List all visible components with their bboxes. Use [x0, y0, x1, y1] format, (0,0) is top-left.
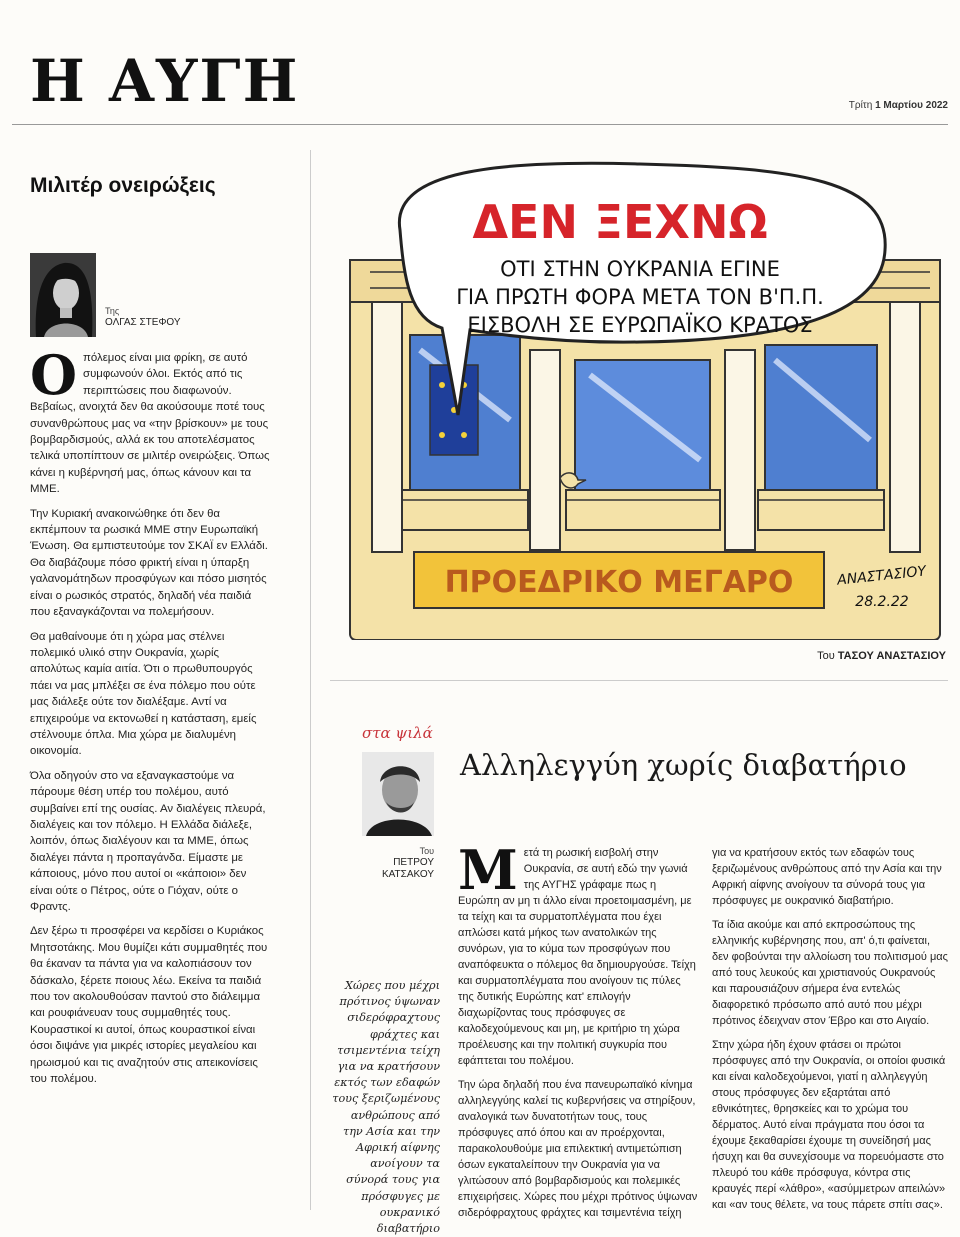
- section-rule: [330, 680, 948, 681]
- cartoon-credit: [817, 650, 946, 662]
- cartoon: [330, 160, 948, 640]
- article-column-2: [712, 845, 948, 1221]
- cartoon-signature: ΑΝΑΣΤΑΣΙΟΥ: [836, 563, 927, 589]
- byline-prefix: Της: [105, 306, 120, 316]
- dropcap: Μ: [458, 838, 518, 902]
- article-paragraph: Την Κυριακή ανακοινώθηκε ότι δεν θα εκπέμπουν τα ρωσικά ΜΜΕ στην Ευρωπαϊκή Ένωση. Θα εμπιστευτούμε τον ΣΚΑΪ εν Ελλάδι. Θα διαβάζουμε πόσο φρικτή είναι η ύπαρξη γαλανομάτηδων προσφύγων και πόσο μισητός είναι ο ρωσικός στρατός, δηλαδή νέα παιδιά που εξαναγκάζονται να πολεμήσουν.: [30, 507, 268, 619]
- pull-quote: Χώρες που μέχρι πρότινος ύψωναν σιδερόφραχτους φράχτες και τσιμεντένια τείχη για να κρατήσουν εκτός των εδαφών τους ξεριζωμένους ανθρώπους από την Ασία και την Αφρική αίφνης ανοίγουν τα σύνορά τους για πρόσφυγες με ουκρανικό διαβατήριο: [332, 979, 440, 1236]
- article-paragraph: για να κρατήσουν εκτός των εδαφών τους ξεριζωμένους ανθρώπους από την Ασία και την Αφρική αίφνης ανοίγουν τα σύνορά τους για πρόσφυγες με ουκρανικό διαβατήριο.: [712, 847, 942, 907]
- byline-name: ΟΛΓΑΣ ΣΤΕΦΟΥ: [105, 317, 181, 328]
- article-paragraph: [30, 343, 270, 498]
- credit-name: ΤΑΣΟΥ ΑΝΑΣΤΑΣΙΟΥ: [837, 650, 946, 662]
- issue-weekday: Τρίτη: [848, 100, 873, 111]
- column-divider: [310, 150, 311, 1210]
- article-column-1: [458, 838, 698, 1229]
- author-byline: [362, 845, 434, 881]
- author-portrait-icon: [30, 253, 96, 337]
- author-byline: [105, 305, 181, 329]
- speech-line: ΕΙΣΒΟΛΗ ΣΕ ΕΥΡΩΠΑΪΚΟ ΚΡΑΤΟΣ: [467, 313, 813, 337]
- section-tag: στα ψιλά: [362, 724, 433, 742]
- article-paragraph: Στην χώρα ήδη έχουν φτάσει οι πρώτοι πρόσφυγες από την Ουκρανία, οι οποίοι φυσικά και είναι καλοδεχούμενοι, γιατί η αλληλεγγύη στους πρόσφυγες δεν εξαρτάται από εθνικότητες, θρησκείες και το χρώμα του δέρματος. Αυτό είναι πράγματα που όσοι τα έχουμε ξεκαθαρίσει έχουμε τη συνείδησή μας ήσυχη και θα συνεχίσουμε να πορευόμαστε στο πλευρό του κάθε πρόσφυγα, κόντρα στις κραυγές περί «λάθρο», «ασύμμετρων απειλών» και «αν τους θέλετε, να τους πάρετε σπίτι σας».: [712, 1039, 946, 1211]
- speech-line: ΟΤΙ ΣΤΗΝ ΟΥΚΡΑΝΙΑ ΕΓΙΝΕ: [500, 257, 780, 281]
- article-paragraph: Την ώρα δηλαδή που ένα πανευρωπαϊκό κίνημα αλληλεγγύης καλεί τις κυβερνήσεις να στηρίξουν, αναλογικά των δυνατοτήτων τους, τους πρόσφυγες από όπου και αν προέρχονται, παρακολουθούμε μια επιλεκτική αντιμετώπιση όσων εγκαταλείπουν την Ουκρανία για να γλιτώσουν από βομβαρδισμούς και πολεμικές επιχειρήσεις. Χώρες που μέχρι πρότινος ύψωναν σιδερόφραχτους φράχτες και τσιμεντένια τείχη: [458, 1079, 698, 1219]
- speech-line: ΓΙΑ ΠΡΩΤΗ ΦΟΡΑ ΜΕΤΑ ΤΟΝ Β'Π.Π.: [456, 285, 824, 309]
- left-article-body: [30, 343, 270, 1095]
- article-paragraph: Δεν ξέρω τι προσφέρει να κερδίσει ο Κυριάκος Μητσοτάκης. Μου θυμίζει κάτι συμμαθητές που θα έκαναν τα πάντα για να καλοπιάσουν τον δάσκαλο, ξέρετε ποιους λέω. Εκείνα τα παιδιά που τον ακολουθούσαν παντού στο διάλειμμα και ρουφιάνευαν τους συμμαθητές τους. Κουραστικοί κι αυτοί, όπως κουραστικοί είναι όσοι διψάνε για μικρές ιστορίες μεγαλείου και ηρωισμού και τις αναζητούν στις απεικονίσεις του πολέμου.: [30, 925, 268, 1086]
- article-paragraph: [458, 838, 698, 1069]
- cartoon-illustration: [330, 160, 948, 640]
- column-title: Μιλιτέρ ονειρώξεις: [30, 174, 216, 197]
- paragraph-text: ετά τη ρωσική εισβολή στην Ουκρανία, σε αυτή εδώ την γωνιά της ΑΥΓΗΣ γράφαμε πως η Ευρώπη αν μη τι άλλο είναι προετοιμασμένη, με τα τείχη και τα συρματοπλέγματα που έχει απλώσει κατά μήκος των ανατολικών της συνόρων, για το κύμα των προσφύγων που αναπόφευκτα ο πόλεμος θα δημιουργούσε. Τείχη και συρματοπλέγματα που ανοίγουν τις πύλες της δυτικής Ευρώπης κατ' επιλογήν διαχωρίζοντας τους πρόσφυγες σε καλοδεχούμενους και μη, με κριτήριο τη χώρα προέλευσης και την πολιτική συγκυρία που εφάπτεται του πολέμου.: [458, 847, 696, 1067]
- credit-prefix: Του: [817, 650, 835, 662]
- author-photo: [362, 752, 434, 836]
- masthead: Η ΑΥΓΗ: [30, 47, 300, 115]
- cartoon-signature-date: 28.2.22: [855, 594, 909, 610]
- author-portrait-icon: [362, 752, 434, 836]
- issue-date: [849, 100, 948, 111]
- dropcap: Ο: [30, 343, 78, 407]
- article-paragraph: Θα μαθαίνουμε ότι η χώρα μας στέλνει πολεμικό υλικό στην Ουκρανία, χωρίς απολύτως καμία αιτία. Ότι ο πρωθυπουργός πάει να μας μπλέξει σε ένα πόλεμο που ούτε μας διάλεξε ούτε τον διαλέξαμε. Αντί να επιχειρούμε να εκτονωθεί η κατάσταση, εμείς στέλνουμε όπλα. Μια χώρα με διαλυμένη οικονομία.: [30, 630, 257, 758]
- article-paragraph: Όλα οδηγούν στο να εξαναγκαστούμε να πάρουμε θέση υπέρ του πολέμου, αυτό συμβαίνει επί της ουσίας. Αν διαλέγεις πλευρά, διαλέγεις και τον πόλεμο. Η Ελλάδα διάλεξε, λοιπόν, όπως διαλέγουν και τα ΜΜΕ, όπως διαλέγει πάντα η προπαγάνδα. Είμαστε με κάποιους, μόνο που αυτοί οι «κάποιοι» δεν είναι ούτε ο Πέτρος, ούτε ο Γιόχαν, ούτε ο Φραντς.: [30, 769, 266, 913]
- author-photo: [30, 253, 96, 337]
- article-paragraph: Τα ίδια ακούμε και από εκπροσώπους της ελληνικής κυβέρνησης που, απ' ό,τι φαίνεται, δεν φοβούνται την αλλοίωση του πολιτισμού μας από τους λευκούς και χριστιανούς Ουκρανούς και παρουσιάζουν σήμερα ένα εντελώς διαφορετικό πρόσωπο από αυτό που μέχρι πρότινος έδειχναν στον Έβρο και στο Αιγαίο.: [712, 919, 948, 1027]
- byline-prefix: Του: [419, 846, 434, 856]
- issue-day-month-year: 1 Μαρτίου 2022: [875, 100, 948, 111]
- article-headline: Αλληλεγγύη χωρίς διαβατήριο: [460, 748, 907, 782]
- byline-name: ΠΕΤΡΟΥ ΚΑΤΣΑΚΟΥ: [381, 857, 434, 880]
- building-sign-text: ΠΡΟΕΔΡΙΚΟ ΜΕΓΑΡΟ: [444, 565, 794, 600]
- paragraph-text: πόλεμος είναι μια φρίκη, σε αυτό συμφωνούν όλοι. Εκτός από τις περιπτώσεις που διαφωνούν. Βεβαίως, ανοιχτά δεν θα ακούσουμε ποτέ τους συνανθρώπους μας να «την βρίσκουν» με τους βομβαρδισμούς, αλλά εκ του αποτελέσματος τελικά υποπίπτουν σε μιλιτέρ ονειρώξεις. Όπως κάνει η κυβέρνησή μας, όπως κάνουν και τα ΜΜΕ.: [30, 352, 270, 496]
- speech-headline: ΔΕΝ ΞΕΧΝΩ: [472, 195, 768, 249]
- top-rule: [12, 124, 948, 125]
